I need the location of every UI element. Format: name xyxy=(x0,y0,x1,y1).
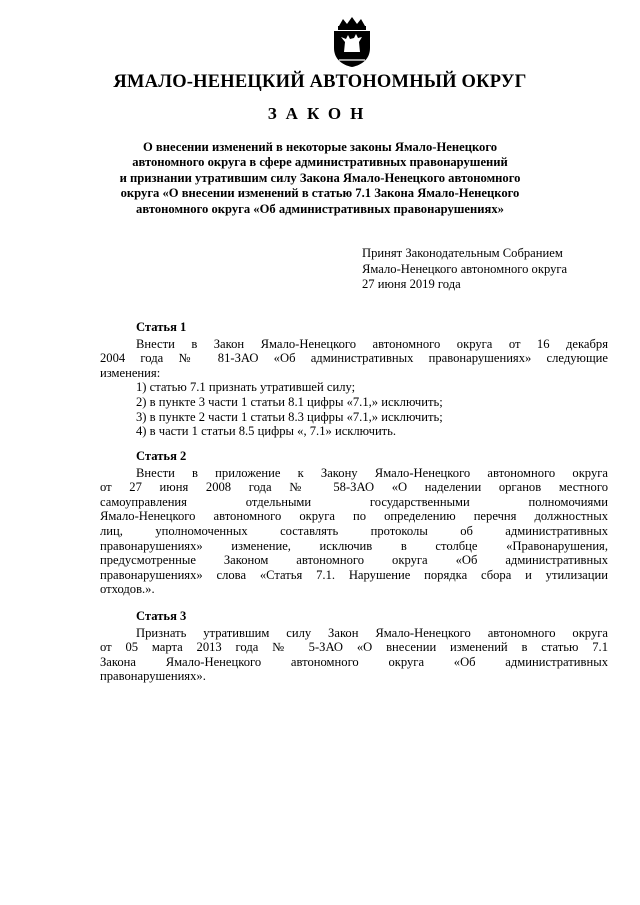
article-heading: Статья 1 xyxy=(136,320,187,334)
subject-line: О внесении изменений в некоторые законы Ямало-Ненецкого xyxy=(142,140,498,154)
law-title: ЗАКОН xyxy=(267,104,373,123)
article-text-line: Внести в приложение к Закону Ямало-Ненецкого автономного округа xyxy=(136,465,608,480)
subject-line: и признании утратившим силу Закона Ямало-Ненецкого автономного xyxy=(119,170,521,185)
article-text-line: от 05 марта 2013 года № 5-ЗАО «О внесении изменений в статью 7.1 xyxy=(100,640,608,655)
list-item: 1) статью 7.1 признать утратившей силу; xyxy=(136,380,356,395)
article-text-line: от 27 июня 2008 года № 58-ЗАО «О наделении органов местного xyxy=(100,480,608,495)
article-text-line: Признать утратившим силу Закон Ямало-Ненецкого автономного округа xyxy=(136,625,608,640)
article-2 xyxy=(100,449,608,597)
article-1 xyxy=(100,320,608,439)
law-subject xyxy=(100,140,540,217)
article-text-line: самоуправления отдельными государственными полномочиями xyxy=(100,494,608,509)
article-text-line: Внести в Закон Ямало-Ненецкого автономного округа от 16 декабря xyxy=(136,336,608,351)
article-text-line: лиц, уполномоченных составлять протоколы об административных xyxy=(100,523,608,538)
article-text-line: 2004 года № 81-ЗАО «Об административных правонарушениях» следующие xyxy=(100,351,608,366)
article-text-line: правонарушениях». xyxy=(100,669,206,684)
article-3 xyxy=(100,609,608,684)
adoption-line: Принят Законодательным Собранием xyxy=(362,246,563,260)
article-text-line: правонарушениях» изменение, исключив в столбце «Правонарушения, xyxy=(100,538,608,553)
subject-line: округа «О внесении изменений в статью 7.1 Закона Ямало-Ненецкого xyxy=(120,186,520,201)
list-item: 4) в части 1 статьи 8.5 цифры «, 7.1» исключить. xyxy=(136,424,397,439)
list-item: 3) в пункте 2 части 1 статьи 8.3 цифры «7.1,» исключить; xyxy=(136,409,443,424)
article-text-line: отходов.». xyxy=(100,582,155,597)
list-item: 2) в пункте 3 части 1 статьи 8.1 цифры «7.1,» исключить; xyxy=(136,394,443,409)
adoption-date: 27 июня 2019 года xyxy=(362,277,461,292)
article-text-line: изменения: xyxy=(100,365,161,380)
coat-of-arms-icon xyxy=(331,16,373,68)
article-text-line: правонарушениях» слова «Статья 7.1. Нарушение порядка сбора и утилизации xyxy=(100,567,608,582)
region-title: ЯМАЛО-НЕНЕЦКИЙ АВТОНОМНЫЙ ОКРУГ xyxy=(113,72,527,92)
subject-line: автономного округа «Об административных правонарушениях» xyxy=(136,201,504,216)
article-heading: Статья 3 xyxy=(136,609,187,623)
subject-line: автономного округа в сфере административных правонарушений xyxy=(132,155,508,170)
article-text-line: Закона Ямало-Ненецкого автономного округа «Об административных xyxy=(100,654,608,669)
article-text-line: предусмотренные Законом автономного округа «Об административных xyxy=(100,553,608,568)
adoption-line: Ямало-Ненецкого автономного округа xyxy=(362,261,568,276)
adoption-info xyxy=(362,246,567,293)
article-heading: Статья 2 xyxy=(136,449,187,463)
article-text-line: Ямало-Ненецкого автономного округа по определению перечня должностных xyxy=(100,509,608,524)
